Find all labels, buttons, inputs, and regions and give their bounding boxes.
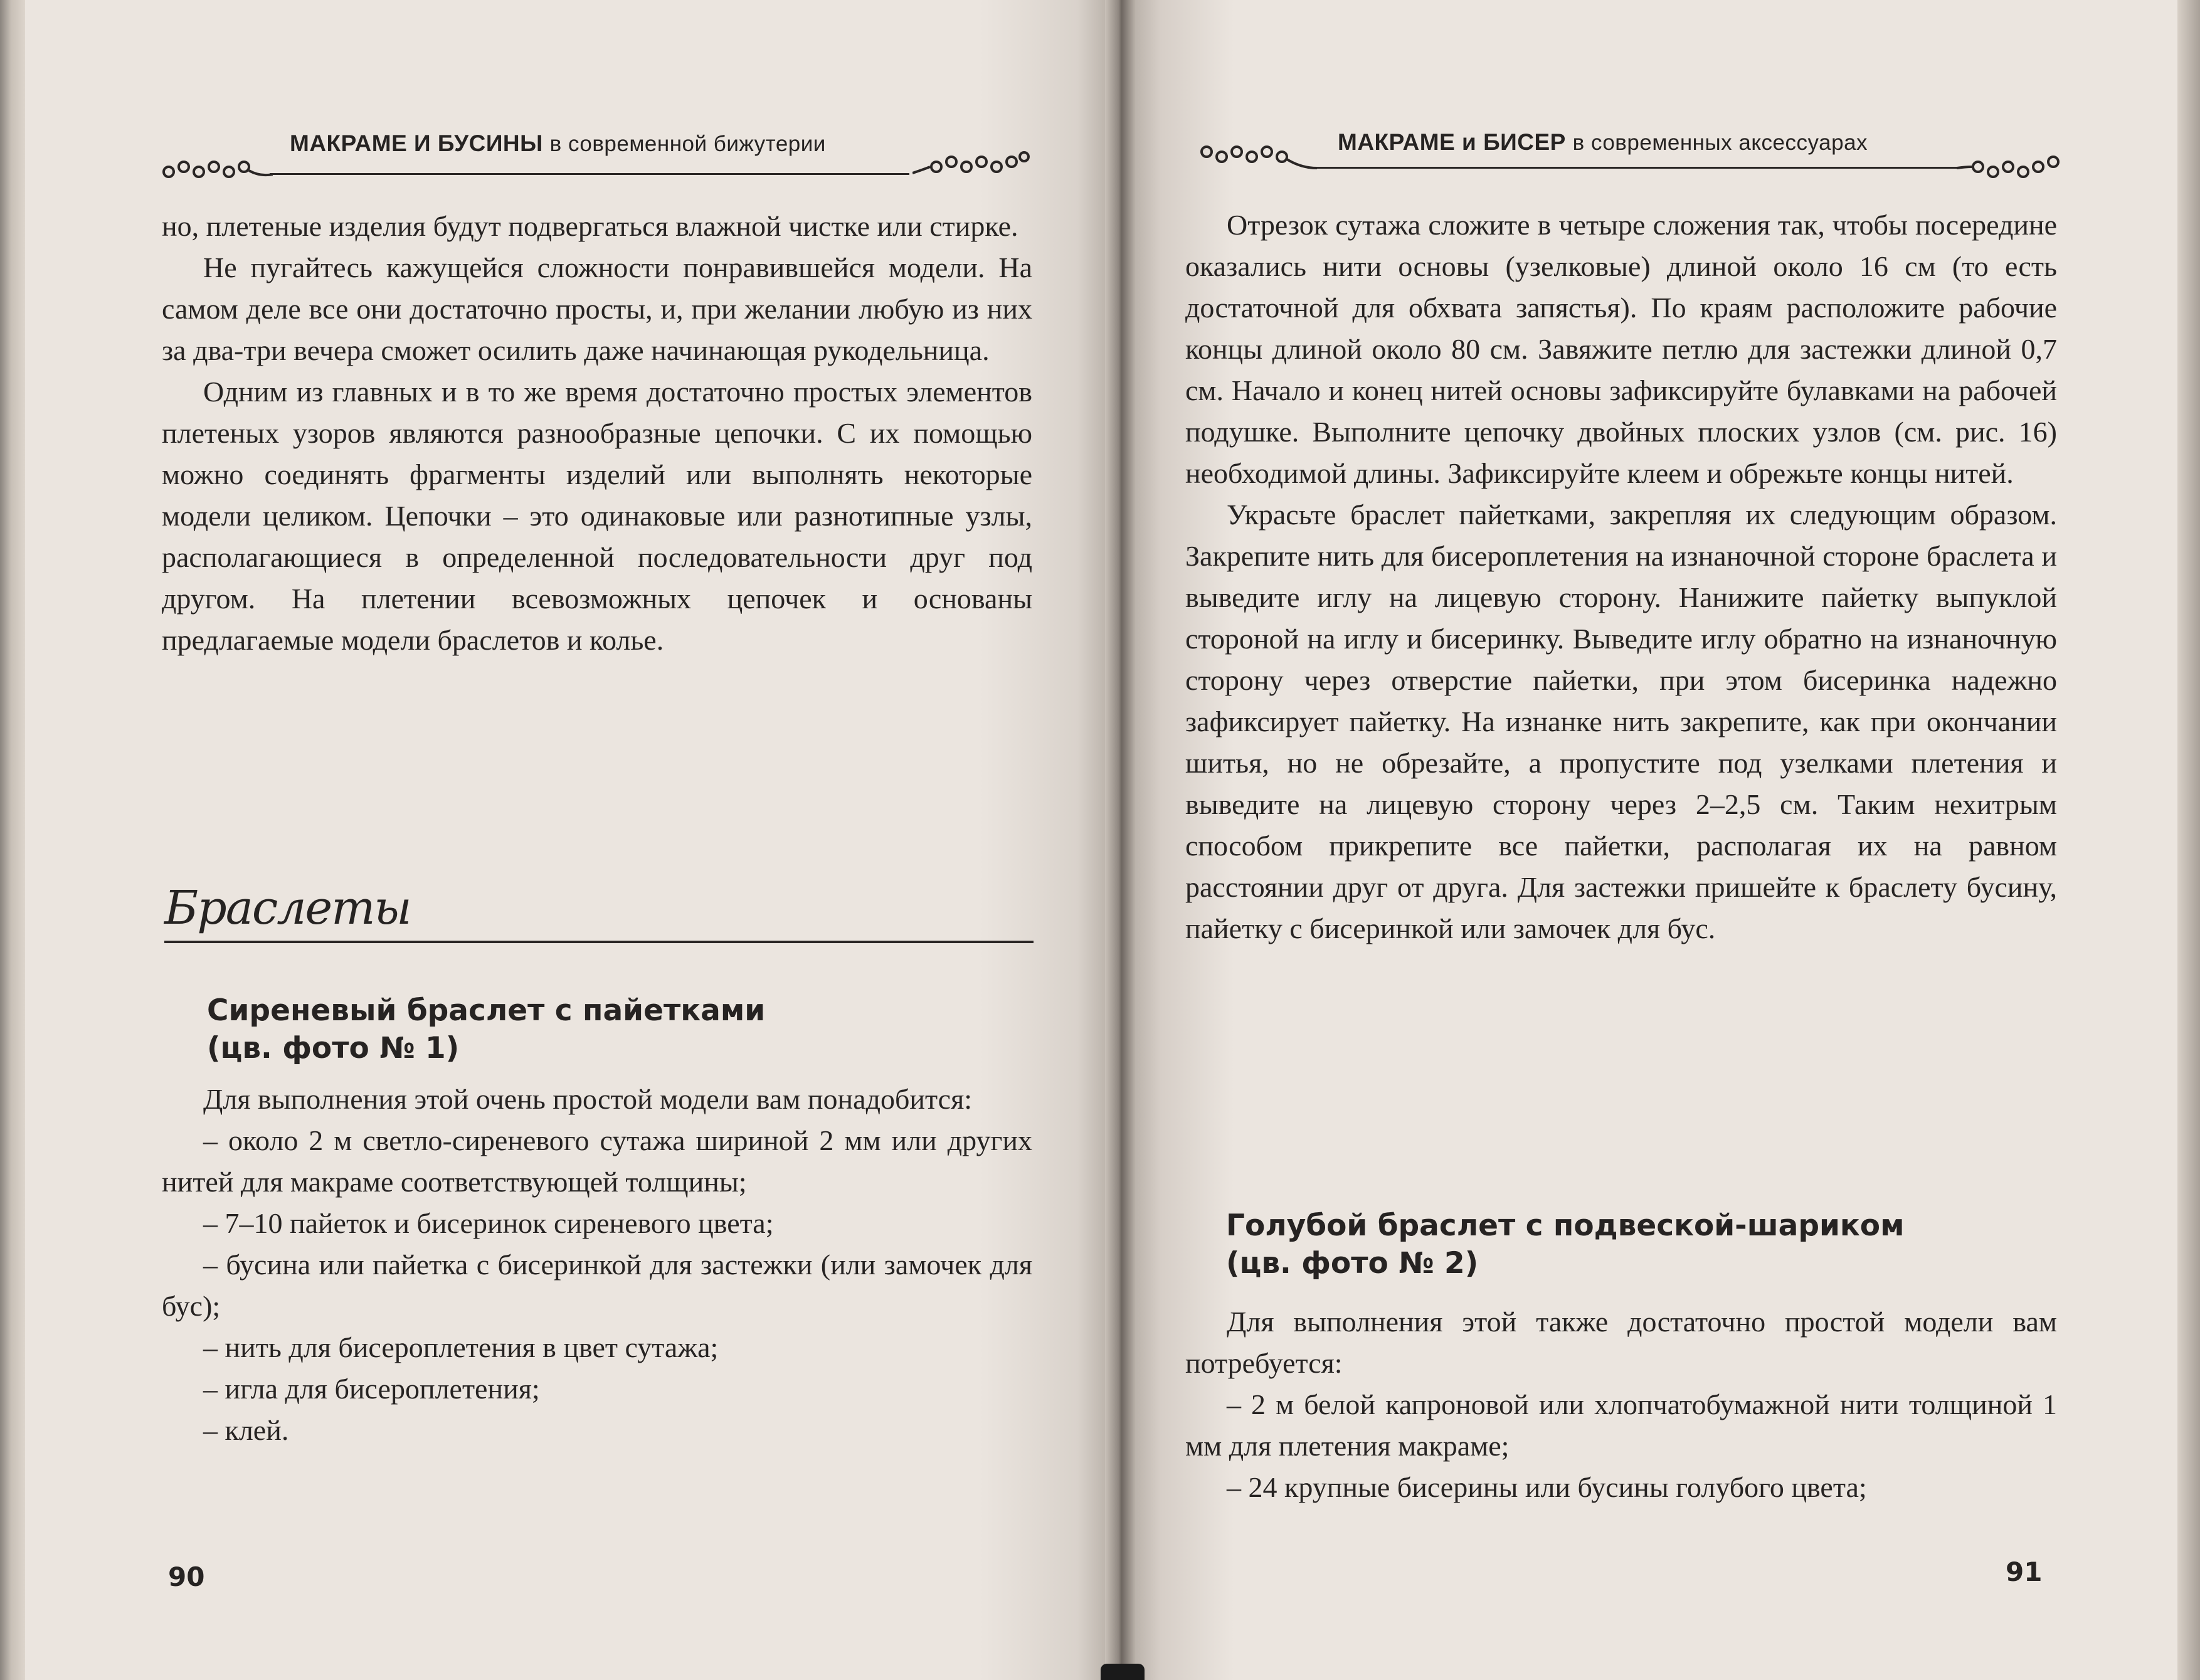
paragraph: Для выполнения этой также достаточно простой модели вам потребуется:	[1185, 1306, 2057, 1379]
list-item: – 7–10 пайеток и бисеринок сиреневого цвета;	[203, 1207, 774, 1239]
left-running-head	[290, 130, 826, 157]
book-edge-left	[0, 0, 25, 1680]
paragraph: Украсьте браслет пайетками, закрепляя их следующим образом. Закрепите нить для бисероплетения на изнаночной стороне браслета и выведите иглу на лицевую сторону. Нанижите пайетку выпуклой стороной на иглу и бисеринку. Выведите иглу обратно на изнаночную сторону через отверстие пайетки, при этом бисеринка надежно зафиксирует пайетку. На изнанке нить закрепите, как при окончании шитья, но не обрезайте, а пропустите под узелками плетения и выведите на лицевую сторону через 2–2,5 см. Таким нехитрым способом прикрепите все пайетки, располагая их на равном расстоянии друг от друга. Для застежки пришейте к браслету бусину, пайетку с бисеринкой или замочек для бус.	[1185, 499, 2057, 944]
left-text-bottom	[162, 1079, 1032, 1451]
list-item: – 24 крупные бисерины или бусины голубого цвета;	[1227, 1471, 1867, 1503]
left-header-rule	[270, 173, 909, 175]
paragraph: Для выполнения этой очень простой модели вам понадобится:	[203, 1083, 973, 1115]
left-running-head-title: МАКРАМЕ И БУСИНЫ	[290, 130, 543, 156]
left-page-number: 90	[168, 1561, 205, 1592]
left-subhead-title: Сиреневый браслет с пайетками	[207, 993, 766, 1028]
paragraph: Одним из главных и в то же время достаточно простых элементов плетеных узоров являются разнообразные цепочки. С их помощью можно соединять фрагменты изделий или выполнять некоторые модели целиком. Цепочки – это одинаковые или разнотипные узлы, располагающиеся в определенной последовательности друг под другом. На плетении всевозможных цепочек и основаны предлагаемые модели браслетов и колье.	[162, 376, 1032, 656]
right-subhead	[1226, 1207, 2060, 1282]
right-header-rule	[1308, 167, 1960, 169]
list-item: – игла для бисероплетения;	[203, 1373, 540, 1405]
left-subhead	[207, 992, 1022, 1067]
scroll-ornament-icon	[1198, 143, 1317, 174]
left-text-top	[162, 206, 1032, 661]
right-running-head	[1338, 129, 1868, 156]
paragraph: но, плетеные изделия будут подвергаться влажной чистке или стирке.	[162, 210, 1018, 242]
right-page-number: 91	[2006, 1556, 2043, 1587]
list-item: – нить для бисероплетения в цвет сутажа;	[203, 1331, 719, 1363]
section-title: Браслеты	[164, 881, 411, 935]
spine-cap	[1101, 1664, 1145, 1680]
scroll-ornament-icon	[1957, 153, 2070, 181]
left-running-head-subtitle: в современной бижутерии	[549, 132, 826, 156]
scroll-ornament-icon	[160, 158, 273, 186]
list-item: – клей.	[203, 1414, 289, 1446]
left-subhead-photo-ref: (цв. фото № 1)	[207, 1031, 460, 1065]
paragraph: Отрезок сутажа сложите в четыре сложения так, чтобы посередине оказались нити основы (узелковые) длиной около 16 см (то есть достаточной для обхвата запястья). По краям расположите рабочие концы длиной около 80 см. Завяжите петлю для застежки длиной 0,7 см. Начало и конец нитей основы зафиксируйте булавками на рабочей подушке. Выполните цепочку двойных плоских узлов (см. рис. 16) необходимой длины. Зафиксируйте клеем и обрежьте концы нитей.	[1185, 209, 2057, 489]
list-item: – около 2 м светло-сиреневого сутажа шириной 2 мм или других нитей для макраме соответствующей толщины;	[162, 1124, 1032, 1198]
right-running-head-title: МАКРАМЕ и БИСЕР	[1338, 129, 1566, 155]
scroll-ornament-icon	[912, 148, 1032, 179]
paragraph: Не пугайтесь кажущейся сложности понравившейся модели. На самом деле все они достаточно просты, и, при желании любую из них за два-три вечера сможет осилить даже начинающая рукодельница.	[162, 251, 1032, 366]
book-edge-right	[2177, 0, 2200, 1680]
list-item: – 2 м белой капроновой или хлопчатобумажной нити толщиной 1 мм для плетения макраме;	[1185, 1388, 2057, 1462]
list-item: – бусина или пайетка с бисеринкой для застежки (или замочек для бус);	[162, 1249, 1032, 1322]
right-text-top	[1185, 204, 2057, 949]
book-spine	[1105, 0, 1135, 1680]
right-running-head-subtitle: в современных аксессуарах	[1572, 130, 1868, 155]
right-subhead-title: Голубой браслет с подвеской-шариком	[1226, 1208, 1905, 1243]
right-text-bottom	[1185, 1301, 2057, 1508]
section-title-rule	[164, 941, 1034, 943]
right-subhead-photo-ref: (цв. фото № 2)	[1226, 1246, 1479, 1281]
